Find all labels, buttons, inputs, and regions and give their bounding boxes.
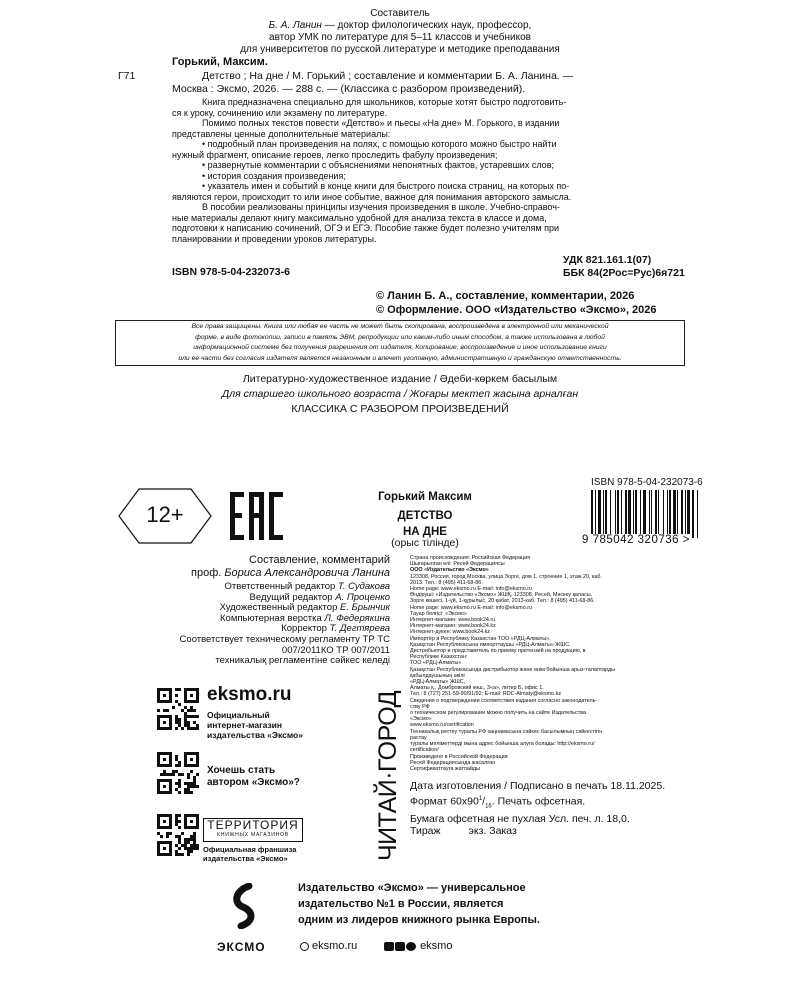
imprint-line: Ресей Федерациясында жасалған bbox=[410, 759, 496, 766]
qr-code-shop[interactable] bbox=[157, 688, 199, 730]
barcode-bar bbox=[697, 490, 698, 538]
eksmo-brand: ЭКСМО bbox=[217, 940, 266, 954]
imprint-line: 2013. Тел.: 8 (495) 411-68-86. bbox=[410, 579, 483, 586]
imprint-smallprint bbox=[410, 555, 730, 772]
promo-shop-line: интернет-магазин bbox=[207, 720, 283, 730]
rights-text bbox=[116, 321, 684, 364]
barcode-bar bbox=[677, 490, 678, 538]
imprint-line: Өндіруші: «Издательство «Эксмо» ЖШҚ, 123308, Ресей, Мәскеу қаласы, bbox=[410, 592, 593, 599]
footer-line: Издательство «Эксмо» — универсальное bbox=[298, 882, 526, 894]
credits-block bbox=[110, 554, 390, 580]
imprint-line: ООО «Издательство «Эксмо» bbox=[410, 567, 489, 574]
print-format: Формат $60х90^1/_{16}$. Печать офсетная. bbox=[410, 795, 586, 810]
catalog-description bbox=[172, 70, 677, 95]
barcode-bar bbox=[633, 490, 634, 538]
format-sup: 1 bbox=[478, 795, 483, 802]
annotation-line: представлены ценные дополнительные материалы: bbox=[172, 128, 391, 139]
imprint-line: туралы мәліметтерді мына адрес бойынша алуға болады: http://eksmo.ru/ bbox=[410, 741, 595, 748]
promo-author-line: автором «Эксмо»? bbox=[207, 777, 300, 788]
edition-series: КЛАССИКА С РАЗБОРОМ ПРОИЗВЕДЕНИЙ bbox=[291, 403, 509, 415]
product-language: (орыс тілінде) bbox=[391, 537, 459, 549]
qr-code-franchise[interactable] bbox=[157, 814, 199, 856]
udk-code: УДК 821.161.1(07) bbox=[563, 254, 652, 266]
annotation-line: ся к уроку, сочинению или экзамену по литературе. bbox=[172, 107, 388, 118]
edition-type: Литературно-художественное издание / Әдеби-көркем басылым bbox=[242, 373, 558, 385]
eksmo-logo-icon bbox=[227, 883, 263, 929]
credit-person: Т. Дегтярева bbox=[329, 623, 390, 635]
annotation-line: подготовки к написанию сочинений, ОГЭ и ЕГЭ. Пособие также будет полезно учителям при bbox=[172, 223, 560, 233]
edition-audience: Для старшего школьного возраста / Жоғары мектеп жасына арналған bbox=[221, 388, 579, 400]
footer-site[interactable] bbox=[300, 940, 357, 952]
edition-block bbox=[100, 372, 700, 417]
print-run bbox=[410, 825, 665, 838]
imprint-line: www.eksmo.ru/certification bbox=[410, 722, 474, 729]
territory-logo bbox=[203, 818, 303, 842]
imprint-line: Қазақстан Республикасында дистрибьютор және өнім бойынша арыз-талаптарды bbox=[410, 666, 616, 673]
barcode-bar bbox=[617, 490, 619, 538]
credit-role: Ответственный редактор bbox=[224, 581, 338, 592]
rights-line: или ее части без согласия издателя является незаконным и влечет уголовную, административную и гражданскую ответственность. bbox=[178, 354, 622, 362]
barcode-bar bbox=[610, 490, 611, 538]
imprint-line: Зорге көшесі, 1-үй, 1-құрылыс, 20 қабат, 2013-каб. Тел.: 8 (495) 411-68-86. bbox=[410, 598, 595, 605]
barcode-isbn: ISBN 978-5-04-232073-6 bbox=[591, 477, 703, 488]
catalog-desc-line1: Детство ; На дне / М. Горький ; составление и комментарии Б. А. Ланина. — bbox=[202, 70, 574, 82]
barcode-digits: 9 785042 320736 > bbox=[582, 534, 690, 546]
staff-block bbox=[120, 582, 390, 667]
compiler-line2: автор УМК по литературе для 5–11 классов и учебников bbox=[269, 32, 531, 43]
imprint-line: Интернет-магазин: www.book24.ru bbox=[410, 617, 496, 624]
product-title-block bbox=[360, 489, 490, 540]
product-author: Горький Максим bbox=[378, 491, 472, 503]
ok-icon bbox=[395, 942, 405, 951]
print-date: Дата изготовления / Подписано в печать 18.11.2025. bbox=[410, 780, 666, 792]
annotation-line: являются герои, происходит то или иное событие, важное для понимания авторского замысла. bbox=[172, 191, 572, 202]
annotation-bullet: • история создания произведения; bbox=[202, 170, 346, 181]
barcode-bar bbox=[595, 490, 596, 538]
telegram-icon bbox=[406, 942, 416, 951]
credit-role: Корректор bbox=[281, 623, 330, 635]
imprint-line: қабылдаушының өкілі bbox=[410, 672, 465, 679]
rights-line: форме, в виде фотокопии, записи в память ЭВМ, репродукции или каким-либо иным способом, а также использована в любой bbox=[195, 333, 605, 341]
copyright-line2: © Оформление. ООО «Издательство «Эксмо», 2026 bbox=[376, 304, 657, 316]
franchise-text bbox=[203, 845, 296, 863]
credit-person: Л. Федерякина bbox=[324, 612, 390, 624]
bbk-code: ББК 84(2Рос=Рус)6я721 bbox=[563, 267, 685, 279]
catalog-isbn: ISBN 978-5-04-232073-6 bbox=[172, 266, 290, 278]
annotation-line: нужный фрагмент, описание героев, легко проследить фабулу произведения; bbox=[172, 149, 498, 160]
compiler-line3: для университетов по русской литературе и методике преподавания bbox=[240, 44, 560, 55]
catalog-annotation bbox=[172, 97, 677, 244]
territory-title: ТЕРРИТОРИЯ bbox=[207, 818, 299, 832]
vk-icon bbox=[384, 942, 394, 951]
annotation-line: ные материалы делают книгу максимально удобной для анализа текста в классе и дома, bbox=[172, 212, 547, 223]
imprint-line: Страна происхождения: Российская Федерация bbox=[410, 555, 531, 561]
promo-shop-line: издательства «Эксмо» bbox=[207, 730, 303, 740]
imprint-line: Интернет-дүкен: www.book24.kz bbox=[410, 629, 490, 636]
annotation-line: планировании и проведении уроков литературы. bbox=[172, 233, 377, 244]
imprint-line: «РДЦ-Алматы» ЖШС, bbox=[410, 679, 466, 686]
age-rating-text: 12+ bbox=[146, 502, 184, 527]
footer-text bbox=[298, 880, 540, 928]
catalog-code: Г71 bbox=[118, 70, 136, 82]
imprint-line: ству РФ bbox=[410, 703, 430, 710]
tech-regulation-code: 007/2011КО ТР 007/2011 bbox=[281, 644, 390, 656]
qr-code-author[interactable] bbox=[157, 752, 199, 794]
barcode-bar bbox=[649, 490, 650, 538]
tech-regulation: Соответствует техническому регламенту ТР ТС bbox=[179, 633, 390, 645]
barcode-bar bbox=[658, 490, 659, 538]
tech-regulation-kz: техникалық регламентіне сәйкес келеді bbox=[215, 655, 390, 667]
credit-person: Т. Судакова bbox=[337, 581, 390, 592]
credit-prefix: проф. bbox=[191, 567, 225, 579]
imprint-line: Интернет-магазин: www.book24.kz bbox=[410, 623, 496, 630]
credit-person: Е. Брынчик bbox=[340, 602, 390, 614]
barcode-bar bbox=[591, 490, 593, 538]
imprint-line: ТОО «РДЦ-Алматы» bbox=[410, 660, 462, 667]
franchise-line: издательства «Эксмо» bbox=[203, 854, 288, 863]
imprint-line: Home page: www.eksmo.ru E-mail: info@eksmo.ru bbox=[410, 604, 533, 611]
product-title2: НА ДНЕ bbox=[403, 526, 447, 538]
barcode-bar bbox=[669, 490, 671, 538]
print-paper: Бумага офсетная не пухлая Усл. печ. л. 18,0. bbox=[410, 812, 630, 825]
imprint-line: Тауар белгісі: «Эксмо» bbox=[410, 610, 467, 617]
barcode-bar bbox=[655, 490, 657, 538]
barcode-bar bbox=[673, 490, 676, 538]
barcode-bar bbox=[643, 490, 646, 538]
imprint-line: Техникалық реттеу туралы РФ заңнамасына сәйкес басылымның сәйкестігін bbox=[410, 728, 603, 735]
imprint-line: Тел.: 8 (727) 251-59-90/91/92; E-mail: RDC-Almaty@eksmo.kz bbox=[410, 691, 562, 698]
catalog-author: Горький, Максим. bbox=[172, 56, 268, 68]
imprint-line: растау bbox=[410, 734, 427, 741]
imprint-line: Произведено в Российской Федерации bbox=[410, 753, 508, 760]
barcode-bar bbox=[615, 490, 616, 538]
footer-social[interactable] bbox=[384, 940, 452, 952]
imprint-line: Дистрибьютор и представитель по приему претензий на продукцию, в bbox=[410, 648, 586, 655]
compiler-heading: Составитель bbox=[370, 8, 430, 19]
credit-role: Компьютерная верстка bbox=[220, 612, 325, 624]
imprint-line: о техническом регулировании можно получить на сайте Издательства bbox=[410, 710, 587, 717]
annotation-line: В пособии реализованы принципы изучения произведения в школе. Учебно-справоч- bbox=[202, 202, 560, 212]
rights-line: Все права защищены. Книга или любая ее часть не может быть скопирована, воспроизведена в электронной или механической bbox=[191, 323, 609, 330]
rights-line: информационной системе без получения разрешения от издателя. Копирование, воспроизведение и иное использование книги bbox=[193, 344, 607, 351]
promo-site[interactable]: eksmo.ru bbox=[207, 684, 292, 705]
barcode-bar bbox=[663, 490, 664, 538]
eac-mark-icon bbox=[228, 488, 288, 544]
annotation-line: Книга предназначена специально для школьников, которые хотят быстро подготовить- bbox=[202, 97, 567, 107]
barcode-bar bbox=[692, 490, 694, 538]
barcode-bar bbox=[621, 490, 622, 538]
compiler-line1 bbox=[100, 20, 700, 32]
imprint-line: Сертификаттауға жатпайды bbox=[410, 765, 480, 772]
imprint-line: 123308, Россия, город Москва, улица Зорге, дом 1, строение 1, этаж 20, каб. bbox=[410, 573, 603, 580]
annotation-bullet: • указатель имен и событий в конце книги для быстрого поиска страниц, на которых по- bbox=[202, 181, 570, 191]
compiler-desc: — доктор филологических наук, профессор, bbox=[321, 20, 532, 31]
age-rating-badge bbox=[117, 486, 213, 546]
promo-author-line: Хочешь стать bbox=[207, 765, 276, 776]
credit-role: Художественный редактор bbox=[219, 602, 340, 614]
imprint-line: Шығарылған елі: Ресей Федерациясы bbox=[410, 561, 505, 568]
print-run-label: Тираж bbox=[410, 825, 441, 838]
print-order-label: экз. Заказ bbox=[468, 825, 517, 838]
format-text-rest: . Печать офсетная. bbox=[491, 795, 586, 807]
compiler-name: Б. А. Ланин bbox=[268, 20, 322, 31]
imprint-line: Алматы қ., Домбровский көш., 3«а», литер Б, офис 1. bbox=[410, 685, 544, 692]
copyright-line1: © Ланин Б. А., составление, комментарии, 2026 bbox=[376, 290, 635, 302]
promo-shop-text bbox=[207, 710, 303, 740]
format-text: Формат 60х90 bbox=[410, 795, 479, 807]
product-title1: ДЕТСТВО bbox=[397, 510, 453, 522]
eksmo-swirl-icon bbox=[227, 883, 263, 929]
barcode-bar bbox=[685, 490, 686, 538]
credit-author bbox=[110, 567, 390, 580]
imprint-line: Қазақстан Республикасына импорттаушы «РДЦ-Алматы» ЖШС. bbox=[410, 641, 571, 648]
catalog-desc-line2: Москва : Эксмо, 2026. — 288 с. — (Классика с разбором произведений). bbox=[172, 82, 526, 95]
barcode-bar bbox=[681, 490, 683, 538]
barcode-bar bbox=[603, 490, 604, 538]
format-sub: 16 bbox=[485, 803, 492, 810]
promo-shop-line: Официальный bbox=[207, 710, 270, 720]
imprint-line: certification/ bbox=[410, 747, 439, 754]
chitai-gorod-logo: ЧИТАЙ·ГОРОД bbox=[374, 690, 402, 861]
imprint-line: Сведения о подтверждении соответствия издания согласно законодатель- bbox=[410, 697, 598, 704]
imprint-line: Home page: www.eksmo.ru E-mail: info@eksmo.ru bbox=[410, 586, 533, 593]
franchise-line: Официальная франшиза bbox=[203, 845, 297, 854]
barcode-bar bbox=[667, 490, 668, 538]
footer-social-label: eksmo bbox=[420, 940, 453, 952]
annotation-bullet: • подробный план произведения на полях, с помощью которого можно быстро найти bbox=[202, 139, 557, 149]
credit-compilation: Составление, комментарий bbox=[249, 554, 390, 566]
copyright-block bbox=[376, 289, 657, 317]
barcode-bar bbox=[635, 490, 637, 538]
barcode-bar bbox=[640, 490, 641, 538]
footer-line: издательство №1 в России, является bbox=[298, 898, 504, 910]
barcode-bar bbox=[628, 490, 631, 538]
footer-line: одним из лидеров книжного рынка Европы. bbox=[298, 914, 540, 926]
print-details bbox=[410, 780, 665, 838]
credit-role: Ведущий редактор bbox=[249, 591, 336, 603]
annotation-bullet: • развернутые комментарии с объяснениями непонятных фактов, устаревших слов; bbox=[202, 160, 554, 170]
annotation-line: Помимо полных текстов повести «Детство» и пьесы «На дне» М. Горького, в издании bbox=[202, 118, 560, 128]
promo-author-text bbox=[207, 765, 300, 789]
classification-codes bbox=[563, 254, 685, 280]
barcode-bar bbox=[687, 490, 690, 538]
eac-logo-icon bbox=[228, 488, 288, 544]
barcode bbox=[591, 490, 731, 538]
globe-icon bbox=[300, 942, 309, 951]
barcode-bar bbox=[605, 490, 607, 538]
barcode-bar bbox=[598, 490, 601, 538]
barcode-bar bbox=[651, 490, 652, 538]
imprint-line: Республике Казахстан: bbox=[410, 654, 468, 661]
imprint-line: Импортёр в Республику Казахстан ТОО «РДЦ-Алматы». bbox=[410, 635, 551, 642]
footer-site-label: eksmo.ru bbox=[312, 940, 358, 952]
imprint-line: «Эксмо» bbox=[410, 716, 432, 723]
barcode-bar bbox=[625, 490, 627, 538]
credit-author-name: Бориса Александровича Ланина bbox=[224, 567, 390, 579]
compiler-block bbox=[100, 8, 700, 56]
rights-box bbox=[115, 320, 685, 366]
credit-person: А. Проценко bbox=[335, 591, 390, 603]
territory-subtitle: КНИЖНЫХ МАГАЗИНОВ bbox=[217, 832, 289, 838]
